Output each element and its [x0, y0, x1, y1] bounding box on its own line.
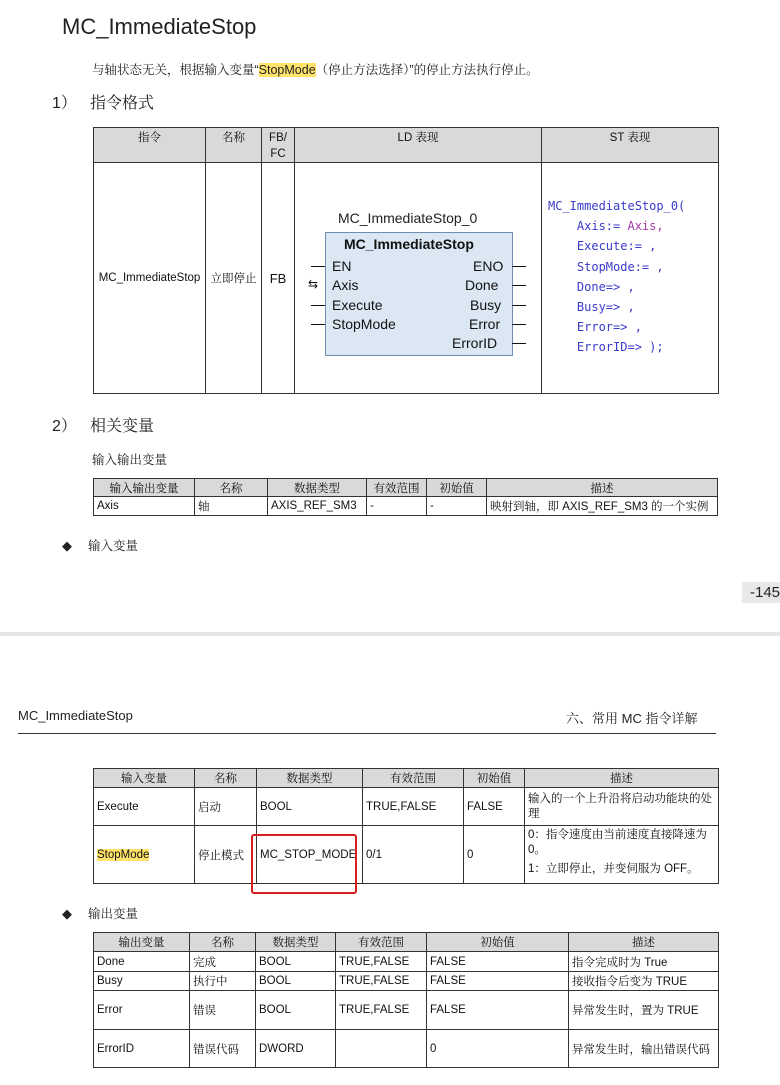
table-cell: FALSE [427, 972, 569, 991]
ld-line-errorid [512, 343, 526, 344]
running-header-left: MC_ImmediateStop [18, 708, 133, 723]
table-cell: TRUE,FALSE [336, 972, 427, 991]
table-cell: BOOL [256, 991, 336, 1030]
highlight-box [251, 834, 357, 894]
section-label: 相关变量 [90, 418, 155, 435]
st-line-8: ErrorID=> ); [576, 340, 664, 355]
st-line-6: Busy=> , [576, 300, 635, 315]
output-header: 有效范围 [336, 933, 427, 952]
table-row [94, 826, 719, 884]
io-header: 有效范围 [367, 479, 427, 497]
table-cell: 0/1 [363, 826, 464, 884]
table-cell: Error [94, 991, 190, 1030]
st-line-2b: Axis, [627, 219, 664, 234]
table-cell: TRUE,FALSE [363, 788, 464, 826]
table-cell [94, 826, 195, 884]
section-number: 2） [52, 418, 77, 435]
input-table [93, 768, 719, 884]
table-cell: 轴 [195, 497, 268, 516]
st-code [548, 196, 685, 358]
table-cell: 0 [427, 1030, 569, 1068]
page-separator [0, 632, 780, 636]
table-cell: MC_STOP_MODE [257, 826, 363, 884]
table-cell: 启动 [195, 788, 257, 826]
output-table [93, 932, 719, 1068]
ld-line-stopmode [311, 324, 325, 325]
io-header: 描述 [487, 479, 718, 497]
format-fbfc: FB [262, 163, 295, 394]
table-cell: Axis [94, 497, 195, 516]
format-name: 立即停止 [206, 163, 262, 394]
table-cell: ErrorID [94, 1030, 190, 1068]
table-cell: 输入的一个上升沿将启动功能块的处理 [525, 788, 719, 826]
running-header-right: 六、常用 MC 指令详解 [566, 711, 698, 726]
section-instruction-format [52, 90, 154, 113]
format-header-name: 名称 [206, 128, 262, 163]
stopmode-desc-1: 1：立即停止，并变伺服为 OFF。 [528, 863, 699, 875]
table-cell: 执行中 [190, 972, 256, 991]
st-line-4: StopMode:= , [576, 259, 664, 274]
table-cell: BOOL [257, 788, 363, 826]
intro-highlight: StopMode [258, 63, 316, 77]
st-line-3: Execute:= , [576, 239, 657, 254]
table-cell: 错误代码 [190, 1030, 256, 1068]
table-cell: FALSE [427, 952, 569, 972]
table-cell: Execute [94, 788, 195, 826]
input-header: 有效范围 [363, 769, 464, 788]
bullet-input-variables [62, 536, 138, 554]
section-number: 1） [52, 95, 77, 112]
header-rule [18, 733, 716, 734]
intro-after: （停止方法选择）”的停止方法执行停止。 [315, 63, 539, 77]
ld-input-execute: Execute [332, 297, 383, 313]
output-header: 描述 [569, 933, 719, 952]
table-cell: 错误 [190, 991, 256, 1030]
ld-line-eno [512, 266, 526, 267]
table-cell: 映射到轴，即 AXIS_REF_SM3 的一个实例 [487, 497, 718, 516]
ld-output-errorid: ErrorID [452, 335, 498, 351]
section-label: 指令格式 [90, 95, 155, 112]
diamond-bullet-icon: ◆ [62, 906, 72, 921]
section-related-variables [52, 413, 154, 436]
table-cell: Busy [94, 972, 190, 991]
table-cell: 0 [464, 826, 525, 884]
format-header-instruction: 指令 [94, 128, 206, 163]
page-title: MC_ImmediateStop [62, 14, 257, 39]
table-row [94, 497, 718, 516]
ld-input-axis: Axis [332, 277, 359, 293]
st-line-7: Error=> , [576, 320, 642, 335]
ld-line-busy [512, 305, 526, 306]
ld-instance-name: MC_ImmediateStop_0 [338, 210, 478, 226]
table-row [94, 991, 719, 1030]
table-row [94, 952, 719, 972]
table-cell [525, 826, 719, 884]
ld-line-execute [311, 305, 325, 306]
page-number: -145 [742, 582, 780, 603]
stopmode-desc-0: 0：指令速度由当前速度直接降速为0。 [528, 829, 707, 856]
intro-text [92, 60, 539, 78]
io-header: 初始值 [427, 479, 487, 497]
format-header-fbfc: FB/ FC [262, 128, 295, 163]
table-cell: 接收指令后变为 TRUE [569, 972, 719, 991]
ld-input-stopmode: StopMode [332, 316, 396, 332]
table-cell: 停止模式 [195, 826, 257, 884]
bullet-output-variables [62, 904, 138, 922]
table-cell: TRUE,FALSE [336, 952, 427, 972]
io-header: 数据类型 [268, 479, 367, 497]
input-header: 描述 [525, 769, 719, 788]
st-line-5: Done=> , [576, 279, 635, 294]
ld-block-type: MC_ImmediateStop [344, 236, 474, 252]
table-row [94, 788, 719, 826]
format-header-ld: LD 表现 [295, 128, 542, 163]
table-cell: TRUE,FALSE [336, 991, 427, 1030]
output-header: 输出变量 [94, 933, 190, 952]
table-cell [336, 1030, 427, 1068]
stopmode-highlight: StopMode [97, 848, 150, 861]
bullet-label: 输出变量 [88, 907, 139, 921]
input-header: 数据类型 [257, 769, 363, 788]
table-row [94, 1030, 719, 1068]
format-header-st: ST 表现 [542, 128, 719, 163]
table-cell: - [367, 497, 427, 516]
table-cell: FALSE [464, 788, 525, 826]
ld-line-done [512, 285, 526, 286]
io-header: 输入输出变量 [94, 479, 195, 497]
table-cell: 异常发生时，置为 TRUE [569, 991, 719, 1030]
table-cell: 异常发生时，输出错误代码 [569, 1030, 719, 1068]
ld-input-en: EN [332, 258, 352, 274]
io-variables-label: 输入输出变量 [92, 453, 168, 467]
ld-output-error: Error [469, 316, 501, 332]
ld-line-en [311, 266, 325, 267]
io-header: 名称 [195, 479, 268, 497]
table-cell: 完成 [190, 952, 256, 972]
table-cell: DWORD [256, 1030, 336, 1068]
diamond-bullet-icon: ◆ [62, 538, 72, 553]
output-header: 数据类型 [256, 933, 336, 952]
ld-output-busy: Busy [470, 297, 502, 313]
input-header: 名称 [195, 769, 257, 788]
table-cell: AXIS_REF_SM3 [268, 497, 367, 516]
output-header: 初始值 [427, 933, 569, 952]
input-header: 初始值 [464, 769, 525, 788]
table-cell: BOOL [256, 972, 336, 991]
table-cell: FALSE [427, 991, 569, 1030]
bullet-label: 输入变量 [88, 539, 139, 553]
format-instruction: MC_ImmediateStop [94, 163, 206, 394]
intro-before: 与轴状态无关，根据输入变量“ [92, 63, 259, 77]
table-cell: 指令完成时为 True [569, 952, 719, 972]
st-line-2a: Axis:= [576, 219, 628, 234]
table-cell: Done [94, 952, 190, 972]
ld-output-eno: ENO [473, 258, 504, 274]
ld-axis-arrow-icon: ⇆ [308, 277, 319, 291]
output-header: 名称 [190, 933, 256, 952]
table-cell: - [427, 497, 487, 516]
table-cell: BOOL [256, 952, 336, 972]
input-header: 输入变量 [94, 769, 195, 788]
ld-line-error [512, 324, 526, 325]
table-row [94, 972, 719, 991]
io-table [93, 478, 718, 516]
st-line-1: MC_ImmediateStop_0( [548, 199, 686, 213]
ld-output-done: Done [465, 277, 499, 293]
